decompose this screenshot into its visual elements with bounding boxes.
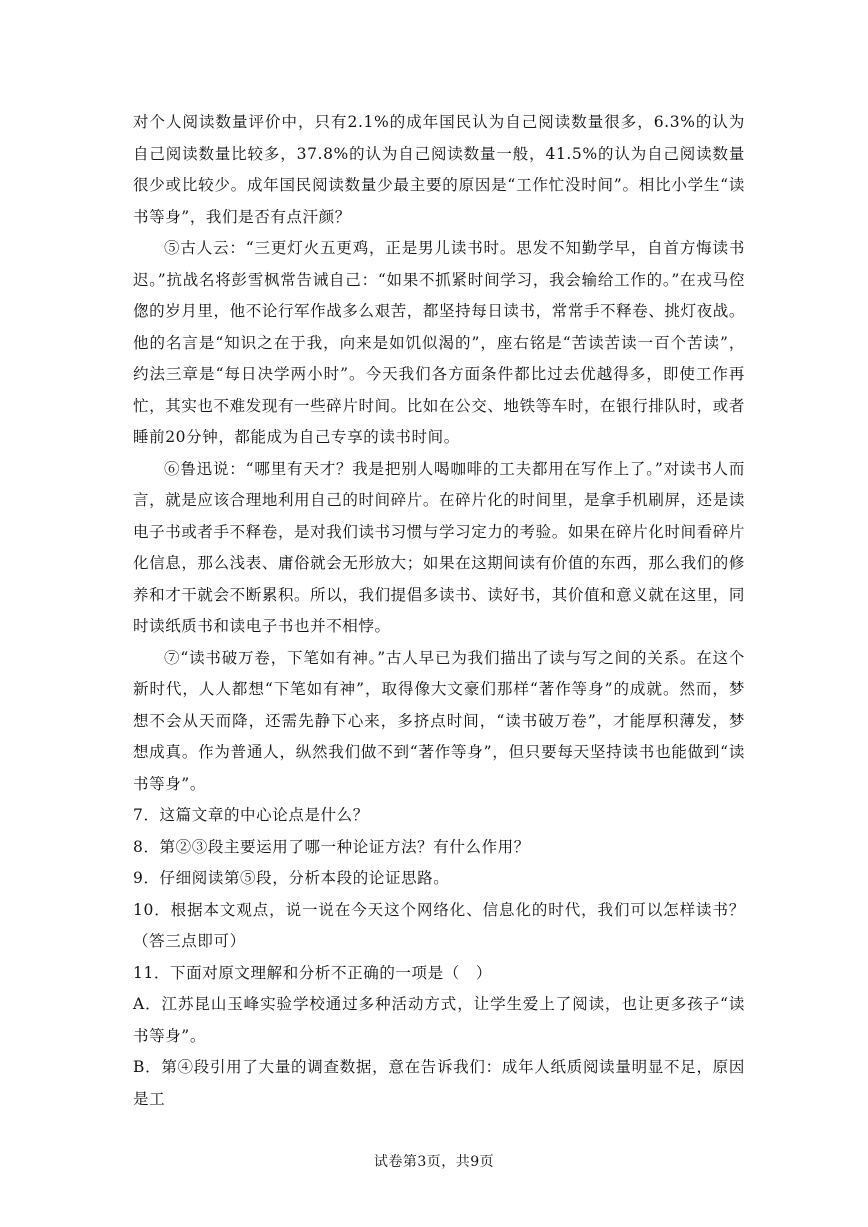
paragraph-4-continued: 对个人阅读数量评价中，只有2.1%的成年国民认为自己阅读数量很多，6.3%的认为自己阅读数量比较多，37.8%的认为自己阅读数量一般，41.5%的认为自己阅读数量很少或比较少。成年国民阅读数量少最主要的原因是“工作忙没时间”。相比小学生“读书等身”，我们是否有点汗颜？: [133, 113, 745, 226]
paragraph-5: ⑤古人云：“三更灯火五更鸡，正是男儿读书时。思发不知勤学早，自首方悔读书迟。”抗战名将彭雪枫常告诫自己：“如果不抓紧时间学习，我会输给工作的。”在戎马倥偬的岁月里，他不论行军作战多么艰苦，都坚持每日读书，常常手不释卷、挑灯夜战。他的名言是“知识之在于我，向来是如饥似渴的”，座右铭是“苦读苦读一百个苦读”，约法三章是“每日决学两小时”。今天我们各方面条件都比过去优越得多，即使工作再忙，其实也不难发现有一些碎片时间。比如在公交、地铁等车时，在银行排队时，或者睡前20分钟，都能成为自己专享的读书时间。: [133, 239, 745, 446]
option-a: A．江苏昆山玉峰实验学校通过多种活动方式，让学生爱上了阅读，也让更多孩子“读书等身”。: [133, 995, 745, 1045]
paragraph-6: ⑥鲁迅说：“哪里有天才？我是把别人喝咖啡的工夫都用在写作上了。”对读书人而言，就是应该合理地利用自己的时间碎片。在碎片化的时间里，是拿手机刷屏，还是读电子书或者手不释卷，是对我们读书习惯与学习定力的考验。如果在碎片化时间看碎片化信息，那么浅表、庸俗就会无形放大；如果在这期间读有价值的东西，那么我们的修养和才干就会不断累积。所以，我们提倡多读书、读好书，其价值和意义就在这里，同时读纸质书和读电子书也并不相悖。: [133, 459, 745, 635]
question-8: 8．第②③段主要运用了哪一种论证方法？有什么作用？: [133, 837, 530, 856]
option-b: B．第④段引用了大量的调查数据，意在告诉我们：成年人纸质阅读量明显不足，原因是工: [133, 1058, 745, 1108]
page-content: [133, 107, 745, 1115]
question-11: 11．下面对原文理解和分析不正确的一项是（ ）: [133, 963, 493, 982]
page-footer: 试卷第3页，共9页: [373, 1154, 495, 1170]
question-10: 10．根据本文观点，说一说在今天这个网络化、信息化的时代，我们可以怎样读书？（答三点即可）: [133, 900, 745, 950]
question-9: 9．仔细阅读第⑤段，分析本段的论证思路。: [133, 869, 450, 887]
question-7: 7．这篇文章的中心论点是什么？: [133, 806, 369, 824]
paragraph-7: ⑦“读书破万卷，下笔如有神。”古人早已为我们描出了读与写之间的关系。在这个新时代，人人都想“下笔如有神”，取得像大文豪们那样“著作等身”的成就。然而，梦想不会从天而降，还需先静下心来，多挤点时间，“读书破万卷”，才能厚积薄发，梦想成真。作为普通人，纵然我们做不到“著作等身”，但只要每天坚持读书也能做到“读书等身”。: [133, 648, 745, 793]
